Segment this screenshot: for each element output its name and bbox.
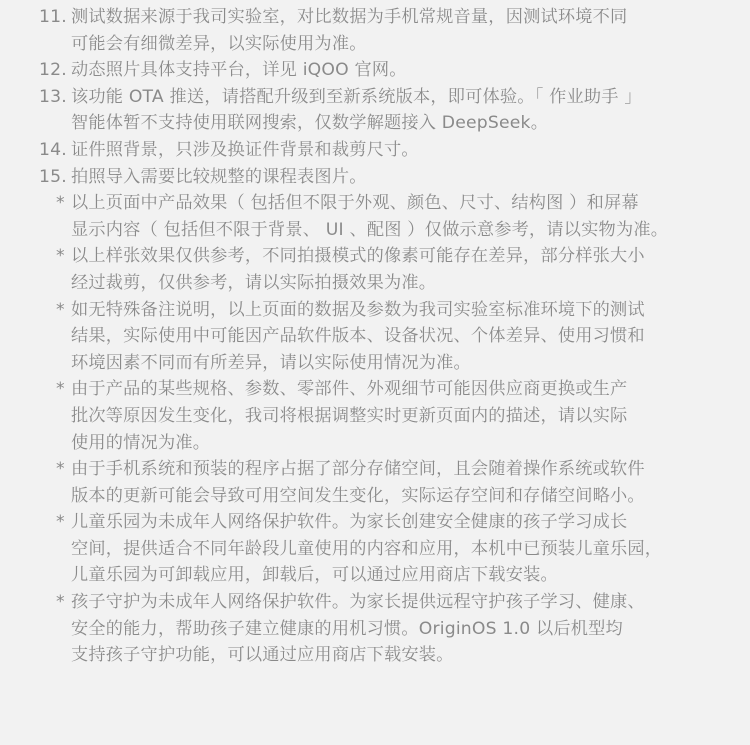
note-number: 11. [39, 7, 67, 27]
asterisk-marker: * [56, 459, 65, 480]
star-note [0, 297, 750, 377]
note-line: 证件照背景，只涉及换证件背景和裁剪尺寸。 [71, 139, 419, 160]
star-note [0, 376, 750, 456]
asterisk-marker: * [56, 592, 65, 613]
numbered-note [0, 4, 750, 57]
asterisk-marker: * [56, 379, 65, 400]
star-note [0, 243, 750, 296]
numbered-note [0, 137, 750, 164]
note-line: 支持孩子守护功能，可以通过应用商店下载安装。 [71, 645, 454, 666]
note-line: 经过裁剪，仅供参考，请以实际拍摄效果为准。 [71, 272, 437, 293]
note-line: 结果，实际使用中可能因产品软件版本、设备状况、个体差异、使用习惯和 [71, 326, 645, 347]
note-line: 测试数据来源于我司实验室，对比数据为手机常规音量，因测试环境不同 [71, 7, 628, 27]
numbered-notes-list [0, 4, 750, 190]
note-number: 12. [39, 60, 67, 81]
star-note [0, 190, 750, 243]
note-line: 儿童乐园为未成年人网络保护软件。为家长创建安全健康的孩子学习成长 [71, 512, 628, 533]
note-line: 可能会有细微差异，以实际使用为准。 [71, 33, 367, 54]
note-line: 由于手机系统和预装的程序占据了部分存储空间，且会随着操作系统或软件 [71, 459, 645, 480]
star-note [0, 456, 750, 509]
note-line: 空间，提供适合不同年龄段儿童使用的内容和应用，本机中已预装儿童乐园， [71, 538, 663, 559]
note-line: 孩子守护为未成年人网络保护软件。为家长提供远程守护孩子学习、健康、 [71, 592, 645, 613]
note-line: 拍照导入需要比较规整的课程表图片。 [71, 166, 367, 187]
note-line: 如无特殊备注说明，以上页面的数据及参数为我司实验室标准环境下的测试 [71, 299, 645, 320]
asterisk-marker: * [56, 246, 65, 267]
numbered-note [0, 84, 750, 137]
star-note [0, 509, 750, 589]
note-line: 环境因素不同而有所差异，请以实际使用情况为准。 [71, 352, 471, 373]
note-number: 14. [39, 139, 67, 160]
note-line: 该功能 OTA 推送，请搭配升级到至新系统版本，即可体验。「 作业助手 」 [71, 86, 642, 107]
note-line: 以上页面中产品效果（ 包括但不限于外观、颜色、尺寸、结构图 ）和屏幕 [71, 193, 639, 214]
note-line: 版本的更新可能会导致可用空间发生变化，实际运存空间和存储空间略小。 [71, 485, 645, 506]
note-line: 由于产品的某些规格、参数、零部件、外观细节可能因供应商更换或生产 [71, 379, 628, 400]
note-line: 动态照片具体支持平台，详见 iQOO 官网。 [71, 60, 407, 81]
asterisk-marker: * [56, 512, 65, 533]
note-number: 15. [39, 166, 67, 187]
note-line: 儿童乐园为可卸载应用，卸载后，可以通过应用商店下载安装。 [71, 565, 558, 586]
note-line: 使用的情况为准。 [71, 432, 211, 453]
numbered-note [0, 164, 750, 191]
note-line: 安全的能力，帮助孩子建立健康的用机习惯。OriginOS 1.0 以后机型均 [71, 618, 623, 639]
star-notes-list [0, 190, 750, 669]
star-note [0, 589, 750, 669]
asterisk-marker: * [56, 299, 65, 320]
note-line: 智能体暂不支持使用联网搜索，仅数学解题接入 DeepSeek。 [71, 113, 549, 134]
numbered-note [0, 57, 750, 84]
note-line: 批次等原因发生变化，我司将根据调整实时更新页面内的描述，请以实际 [71, 405, 628, 426]
asterisk-marker: * [56, 193, 65, 214]
note-line: 显示内容（ 包括但不限于背景、 UI 、配图 ）仅做示意参考，请以实物为准。 [71, 219, 669, 240]
note-number: 13. [39, 86, 67, 107]
note-line: 以上样张效果仅供参考，不同拍摄模式的像素可能存在差异，部分样张大小 [71, 246, 645, 267]
